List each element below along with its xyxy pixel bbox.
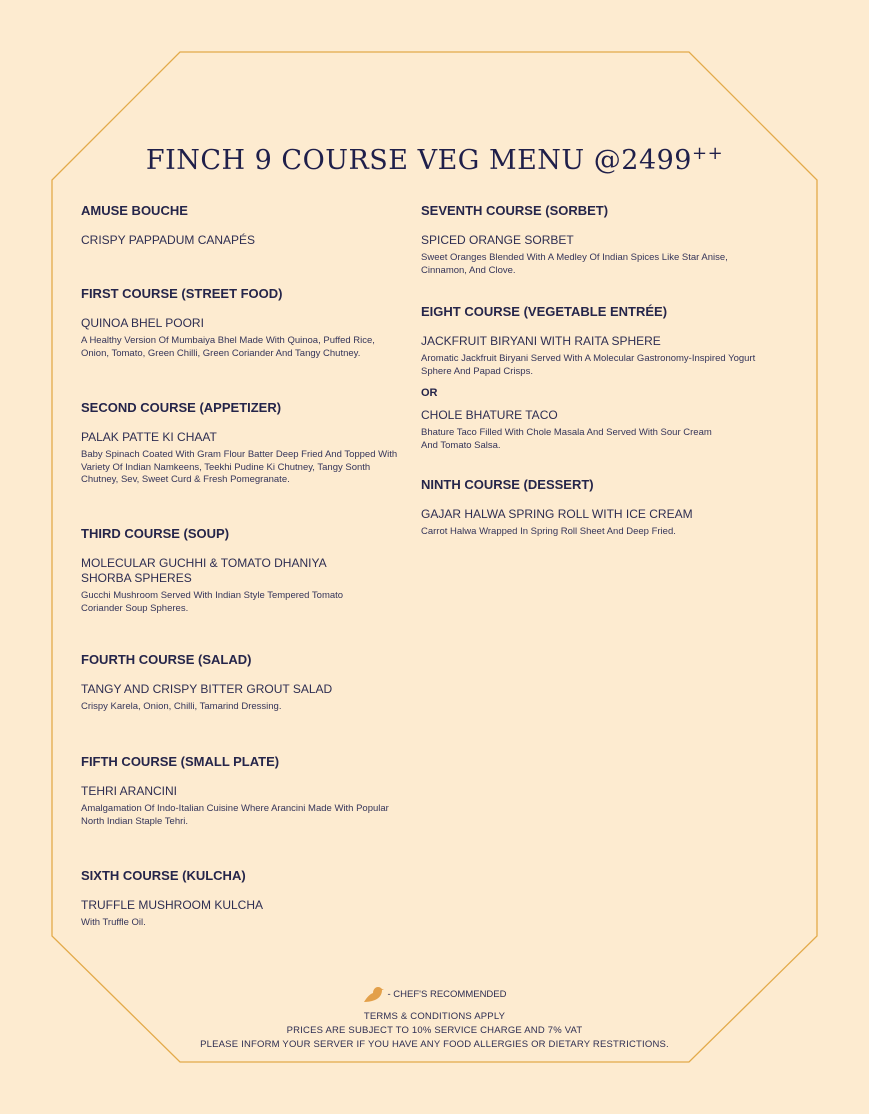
dish-name: CRISPY PAPPADUM CANAPÉS [81, 233, 256, 247]
dish-description: A Healthy Version Of Mumbaiya Bhel Made With Quinoa, Puffed Rice, Onion, Tomato, Green Chilli, Green Coriander And Tangy Chutney. [81, 335, 375, 359]
dish-name: MOLECULAR GUCHHI & TOMATO DHANIYA SHORBA SPHERES [81, 556, 326, 585]
course-heading: SECOND COURSE (APPETIZER) [81, 400, 282, 415]
dish-description: Aromatic Jackfruit Biryani Served With A Molecular Gastronomy-Inspired Yogurt Sphere And Papad Crisps. [421, 353, 756, 377]
dish-name: TANGY AND CRISPY BITTER GROUT SALAD [81, 682, 333, 696]
course-heading: FOURTH COURSE (SALAD) [81, 652, 252, 667]
menu-title-main: FINCH 9 COURSE VEG MENU @2499 [145, 145, 692, 176]
course-eighth [421, 304, 771, 477]
dish-name: QUINOA BHEL POORI [81, 316, 204, 330]
right-column [421, 203, 771, 539]
dish-name: PALAK PATTE KI CHAAT [81, 430, 217, 444]
menu-title-suffix: ++ [691, 143, 724, 164]
course-first [81, 286, 401, 400]
dish-description: Sweet Oranges Blended With A Medley Of Indian Spices Like Star Anise, Cinnamon, And Clove. [421, 252, 728, 276]
dish-description: Gucchi Mushroom Served With Indian Style Tempered Tomato Coriander Soup Spheres. [81, 590, 344, 614]
course-seventh [421, 203, 771, 304]
terms-block [0, 1010, 869, 1052]
dish-name: TEHRI ARANCINI [81, 784, 178, 798]
dish-description: Carrot Halwa Wrapped In Spring Roll Sheet And Deep Fried. [421, 526, 676, 537]
course-third [81, 526, 401, 652]
alt-dish-description: Bhature Taco Filled With Chole Masala And Served With Sour Cream And Tomato Salsa. [421, 427, 712, 451]
or-separator: OR [421, 387, 438, 399]
dish-description: With Truffle Oil. [81, 917, 146, 928]
course-sixth [81, 868, 401, 930]
dish-description: Amalgamation Of Indo-Italian Cuisine Where Arancini Made With Popular North Indian Staple Tehri. [81, 803, 389, 827]
dish-name: GAJAR HALWA SPRING ROLL WITH ICE CREAM [421, 507, 693, 521]
course-heading: SIXTH COURSE (KULCHA) [81, 868, 246, 883]
alt-dish-name: CHOLE BHATURE TACO [421, 408, 558, 422]
dish-description: Crispy Karela, Onion, Chilli, Tamarind Dressing. [81, 701, 282, 712]
course-amuse-bouche [81, 203, 401, 286]
course-heading: SEVENTH COURSE (SORBET) [421, 203, 609, 218]
course-heading: EIGHT COURSE (VEGETABLE ENTRÉE) [421, 304, 668, 319]
course-heading: THIRD COURSE (SOUP) [81, 526, 230, 541]
dish-name: TRUFFLE MUSHROOM KULCHA [81, 898, 264, 912]
course-heading: FIFTH COURSE (SMALL PLATE) [81, 754, 280, 769]
prices-line: PRICES ARE SUBJECT TO 10% SERVICE CHARGE AND 7% VAT [286, 1025, 583, 1036]
course-fourth [81, 652, 401, 754]
chef-recommended-label: - CHEF'S RECOMMENDED [387, 988, 507, 1000]
course-heading: NINTH COURSE (DESSERT) [421, 477, 594, 492]
dish-name: JACKFRUIT BIRYANI WITH RAITA SPHERE [421, 334, 661, 348]
course-second [81, 400, 401, 526]
course-heading: AMUSE BOUCHE [81, 203, 188, 218]
bird-icon [363, 985, 385, 1003]
course-fifth [81, 754, 401, 868]
course-heading: FIRST COURSE (STREET FOOD) [81, 286, 283, 301]
chef-recommended-legend [0, 985, 869, 1003]
left-column [81, 203, 401, 930]
terms-line: TERMS & CONDITIONS APPLY [363, 1011, 506, 1022]
dish-name: SPICED ORANGE SORBET [421, 233, 574, 247]
course-ninth [421, 477, 771, 539]
dish-description: Baby Spinach Coated With Gram Flour Batter Deep Fried And Topped With Variety Of Indian Namkeens, Teekhi Pudine Ki Chutney, Tangy Sonth Chutney, Sev, Sweet Curd & Fresh Pomegranate. [81, 449, 398, 485]
allergy-line: PLEASE INFORM YOUR SERVER IF YOU HAVE ANY FOOD ALLERGIES OR DIETARY RESTRICTIONS. [200, 1039, 669, 1050]
menu-title [0, 143, 869, 176]
